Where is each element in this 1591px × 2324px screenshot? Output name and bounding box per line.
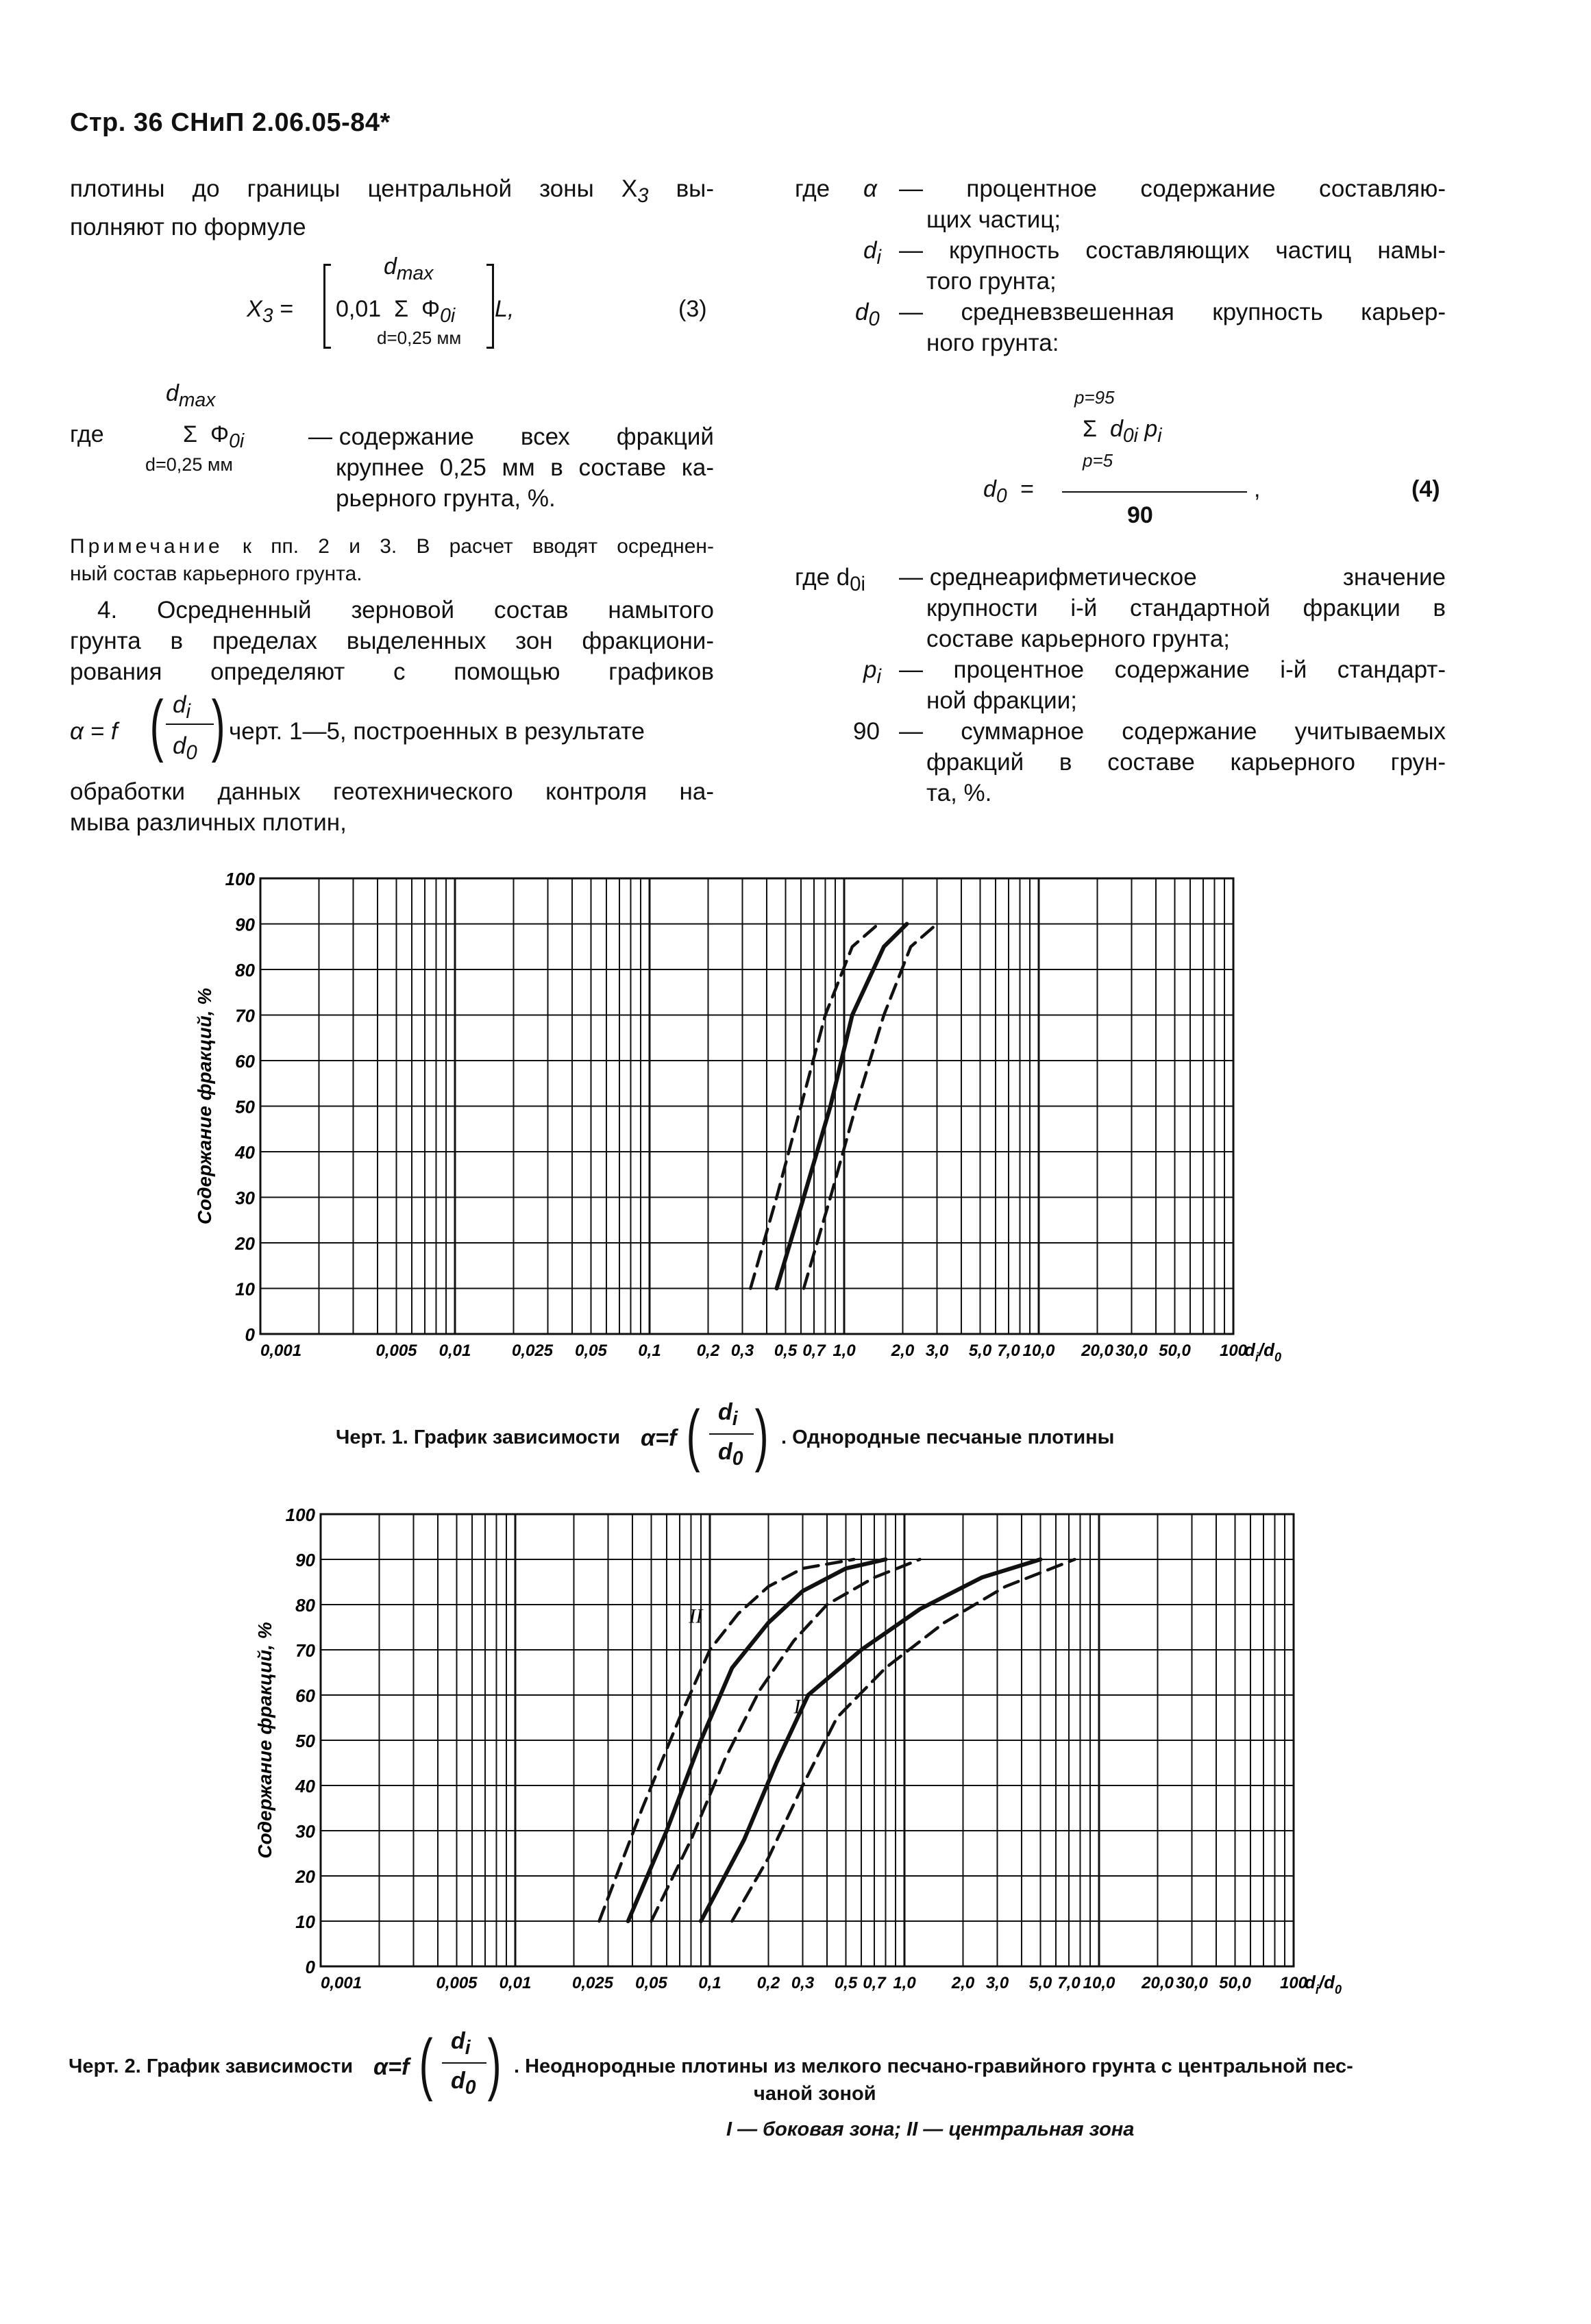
note-rest: к пп. 2 и 3. В расчет вводят осреднен- bbox=[223, 535, 714, 558]
r-d0i-l1b: значение bbox=[1342, 564, 1446, 591]
c2-cap-num-sub: i bbox=[465, 2036, 471, 2059]
x-tick-label: 0,2 bbox=[756, 1974, 780, 1992]
x-tick-label: 3,0 bbox=[985, 1974, 1009, 1992]
r-90-l2: фракций в составе карьерного грун- bbox=[926, 749, 1446, 776]
f4-p: p bbox=[1144, 416, 1158, 442]
c1-cap-a: α=f bbox=[641, 1425, 677, 1451]
c1-cap-den-sub: 0 bbox=[732, 1447, 743, 1470]
r-d0i-l3: составе карьерного грунта; bbox=[926, 626, 1231, 652]
r-d0i-l1: — среднеарифметическое bbox=[899, 564, 1197, 591]
x-tick-label: 0,7 bbox=[802, 1342, 826, 1360]
x-tick-label: 0,05 bbox=[635, 1974, 667, 1992]
p1-line1: плотины до границы центральной зоны X bbox=[70, 175, 638, 202]
x-tick-label: 5,0 bbox=[968, 1342, 992, 1360]
c1-cap-post: . Однородные песчаные плотины bbox=[781, 1426, 1115, 1448]
p1-end: вы- bbox=[648, 175, 714, 202]
c1-cap-num-sub: i bbox=[732, 1407, 738, 1430]
c2-cap-post2: чаной зоной bbox=[754, 2083, 876, 2105]
y-tick-label: 60 bbox=[235, 1051, 255, 1072]
r-a-l2: щих частиц; bbox=[926, 206, 1061, 233]
f4-number: (4) bbox=[1411, 476, 1440, 502]
c1-cap-pre: Черт. 1. График зависимости bbox=[336, 1426, 621, 1448]
x-tick-label: 5,0 bbox=[1028, 1974, 1052, 1992]
p4-num: d bbox=[173, 691, 186, 718]
f3-coef: 0,01 bbox=[336, 296, 382, 322]
r-pi-l2: ной фракции; bbox=[926, 687, 1077, 714]
x-tick-label: 50,0 bbox=[1159, 1342, 1191, 1360]
formula-3 bbox=[247, 254, 726, 356]
f3-phi-sub: 0i bbox=[440, 304, 456, 327]
x-tick-label: 10,0 bbox=[1022, 1342, 1055, 1360]
where-l3: рьерного грунта, %. bbox=[336, 485, 556, 512]
x-axis-label: $d_i/d_0$ bbox=[1305, 1972, 1342, 1997]
p4-af: α = f bbox=[70, 718, 118, 745]
f4-bottom: p=5 bbox=[1083, 450, 1113, 471]
f3-top: d bbox=[384, 254, 397, 280]
f4-den: 90 bbox=[1127, 502, 1153, 528]
x-tick-label: 7,0 bbox=[997, 1342, 1020, 1360]
note bbox=[70, 533, 714, 588]
c1-cap-num: d bbox=[718, 1399, 732, 1425]
p4-num-sub: i bbox=[186, 701, 190, 723]
r-di-sym: d bbox=[863, 237, 877, 264]
where-sum: Σ bbox=[183, 421, 198, 447]
p4-l6: мыва различных плотин, bbox=[70, 809, 347, 836]
r-a-l1: — процентное содержание составляю- bbox=[899, 175, 1446, 202]
y-tick-label: 50 bbox=[295, 1731, 315, 1751]
left-para-1 bbox=[70, 173, 714, 243]
p4-formula-line: α = f ( $d_i$ $d_0$ ) черт. 1—5, построенных в результате bbox=[70, 685, 714, 781]
x-tick-label: 0,01 bbox=[499, 1974, 532, 1992]
curve-label: I bbox=[793, 1695, 801, 1718]
x-tick-label: 1,0 bbox=[832, 1342, 856, 1360]
p4-den: d bbox=[173, 732, 186, 759]
f3-bottom: d=0,25 мм bbox=[377, 327, 462, 348]
x-tick-label: 20,0 bbox=[1142, 1974, 1174, 1992]
f4-lhs-sub: 0 bbox=[996, 484, 1007, 507]
r-pi-sub: i bbox=[876, 666, 881, 688]
where-bottom: d=0,25 мм bbox=[145, 454, 233, 475]
x-tick-label: 0,5 bbox=[834, 1974, 858, 1992]
c2-cap-a: α=f bbox=[373, 2054, 410, 2080]
c2-cap-pre: Черт. 2. График зависимости bbox=[69, 2055, 354, 2077]
y-tick-label: 80 bbox=[235, 960, 255, 980]
y-tick-label: 20 bbox=[235, 1233, 255, 1254]
f4-lhs: d bbox=[983, 476, 996, 502]
x-tick-label: 0,3 bbox=[791, 1974, 815, 1992]
where-l1a: — содержание bbox=[308, 423, 474, 450]
y-tick-label: 40 bbox=[235, 1142, 255, 1163]
r-di-l2: того грунта; bbox=[926, 268, 1057, 295]
note-label: Примечание bbox=[70, 535, 223, 558]
x-tick-label: 0,025 bbox=[511, 1342, 554, 1360]
r-a-sym: α bbox=[863, 175, 877, 202]
where-l2: крупнее 0,25 мм в составе ка- bbox=[336, 454, 714, 481]
chart-2 bbox=[254, 1504, 1377, 2025]
x-tick-label: 30,0 bbox=[1176, 1974, 1208, 1992]
f4-eq: = bbox=[1020, 476, 1034, 502]
x-tick-label: 0,005 bbox=[375, 1342, 417, 1360]
x-tick-label: 2,0 bbox=[891, 1342, 915, 1360]
f3-lhs: X bbox=[247, 296, 262, 322]
r-di-l1: — крупность составляющих частиц намы- bbox=[899, 237, 1446, 264]
r-gde2-sub: 0i bbox=[850, 573, 865, 595]
x-axis-label: $d_i/d_0$ bbox=[1244, 1339, 1282, 1364]
x-tick-label: 0,2 bbox=[696, 1342, 720, 1360]
where-top-sub: max bbox=[178, 388, 216, 411]
p1-sub: 3 bbox=[637, 185, 649, 207]
x-tick-label: 0,001 bbox=[321, 1974, 362, 1992]
p4-den-sub: 0 bbox=[186, 742, 197, 764]
x-tick-label: 0,1 bbox=[698, 1974, 722, 1992]
r-pi-l1: — процентное содержание i-й стандарт- bbox=[899, 656, 1446, 683]
y-tick-label: 30 bbox=[235, 1187, 255, 1209]
where-gde: где bbox=[70, 421, 104, 447]
y-tick-label: 70 bbox=[235, 1005, 255, 1026]
x-tick-label: 0,025 bbox=[571, 1974, 614, 1992]
grid bbox=[260, 878, 1233, 1334]
where-block bbox=[70, 380, 714, 512]
x-tick-label: 0,01 bbox=[439, 1342, 471, 1360]
c2-cap-den: d bbox=[451, 2068, 465, 2094]
r-d0i-l2: крупности i-й стандартной фракции в bbox=[926, 595, 1446, 621]
where-top: d bbox=[166, 380, 179, 406]
y-tick-label: 100 bbox=[285, 1505, 315, 1525]
p4-l3: рования определяют с помощью графиков bbox=[70, 658, 714, 685]
f3-phi: Φ bbox=[421, 296, 441, 322]
y-tick-label: 60 bbox=[295, 1685, 315, 1706]
f4-top: p=95 bbox=[1074, 387, 1115, 408]
f4-d: d bbox=[1109, 416, 1123, 442]
y-axis-label: Содержание фракций, % bbox=[194, 987, 215, 1225]
page-header: Стр. 36 СНиП 2.06.05-84* bbox=[70, 108, 391, 137]
p4-l2: грунта в пределах выделенных зон фракциони- bbox=[70, 628, 714, 654]
curve-label: II bbox=[689, 1605, 703, 1628]
r-d0-sub: 0 bbox=[868, 308, 880, 330]
p4-l4: черт. 1—5, построенных в результате bbox=[229, 718, 645, 745]
f4-p-sub: i bbox=[1157, 424, 1162, 447]
x-tick-label: 100 bbox=[1219, 1342, 1248, 1360]
x-tick-label: 100 bbox=[1279, 1974, 1308, 1992]
x-tick-label: 7,0 bbox=[1057, 1974, 1081, 1992]
x-tick-label: 0,7 bbox=[863, 1974, 886, 1992]
f4-comma: , bbox=[1254, 476, 1261, 502]
r-d0-l1: — средневзвешенная крупность карьер- bbox=[899, 299, 1446, 325]
x-tick-label: 0,001 bbox=[260, 1342, 302, 1360]
chart-1-caption: Черт. 1. График зависимости α=f ( $d_i$ $d_0$ ) . Однородные песчаные плотины bbox=[336, 1396, 1115, 1473]
y-tick-label: 70 bbox=[295, 1640, 315, 1661]
c2-cap-num: d bbox=[451, 2028, 465, 2054]
r-pi-sym: p bbox=[863, 656, 877, 683]
f3-sum: Σ bbox=[394, 296, 409, 322]
y-tick-label: 90 bbox=[235, 914, 255, 935]
x-tick-label: 3,0 bbox=[925, 1342, 949, 1360]
y-tick-label: 10 bbox=[235, 1278, 255, 1300]
r-90-l1: — суммарное содержание учитываемых bbox=[899, 718, 1446, 745]
p4-l5: обработки данных геотехнического контроля на- bbox=[70, 778, 714, 805]
y-tick-label: 0 bbox=[305, 1957, 315, 1977]
y-tick-label: 30 bbox=[295, 1821, 315, 1842]
y-tick-label: 10 bbox=[295, 1912, 315, 1932]
x-tick-label: 30,0 bbox=[1115, 1342, 1148, 1360]
x-tick-label: 10,0 bbox=[1083, 1974, 1115, 1992]
chart-1 bbox=[192, 870, 1316, 1391]
x-tick-label: 1,0 bbox=[893, 1974, 916, 1992]
x-tick-label: 0,3 bbox=[730, 1342, 754, 1360]
formula-4 bbox=[973, 387, 1453, 538]
f3-lhs-sub: 3 bbox=[262, 304, 273, 327]
grid bbox=[321, 1514, 1294, 1966]
f3-eq: = bbox=[279, 296, 293, 322]
r-gde: где bbox=[795, 175, 830, 202]
f3-tail: L, bbox=[495, 296, 515, 322]
y-tick-label: 0 bbox=[245, 1324, 255, 1345]
f3-number: (3) bbox=[678, 296, 707, 322]
where-l1c: фракций bbox=[616, 423, 714, 450]
para-4 bbox=[70, 595, 714, 687]
chart-2-caption: Черт. 2. График зависимости α=f ( $d_i$ $d_0$ ) . Неоднородные плотины из мелкого песчано-гравийного грунта с центральной пес- чаной зоной I — боковая зона; II — центральная зона bbox=[69, 2025, 1353, 2140]
where-phi: Φ bbox=[210, 421, 230, 447]
x-tick-label: 0,05 bbox=[575, 1342, 607, 1360]
r-90-l3: та, %. bbox=[926, 780, 992, 806]
x-tick-label: 0,5 bbox=[774, 1342, 798, 1360]
r-d0-sym: d bbox=[855, 299, 869, 325]
y-tick-label: 40 bbox=[295, 1776, 315, 1796]
y-tick-label: 100 bbox=[225, 870, 255, 889]
p1-line2: полняют по формуле bbox=[70, 214, 306, 240]
p4-l1: 4. Осредненный зерновой состав намытого bbox=[97, 597, 714, 623]
x-tick-label: 20,0 bbox=[1081, 1342, 1113, 1360]
y-axis-label: Содержание фракций, % bbox=[254, 1622, 275, 1859]
r-90-sym: 90 bbox=[853, 718, 880, 745]
c2-legend: I — боковая зона; II — центральная зона bbox=[726, 2118, 1135, 2140]
y-tick-label: 50 bbox=[235, 1096, 255, 1117]
f4-sum: Σ bbox=[1083, 416, 1098, 442]
y-tick-label: 20 bbox=[295, 1866, 315, 1887]
x-tick-label: 50,0 bbox=[1219, 1974, 1251, 1992]
x-tick-label: 0,1 bbox=[638, 1342, 661, 1360]
note-line2: ный состав карьерного грунта. bbox=[70, 563, 362, 585]
c2-cap-post: . Неоднородные плотины из мелкого песчано-гравийного грунта с центральной пес- bbox=[514, 2055, 1353, 2077]
y-tick-label: 80 bbox=[295, 1595, 315, 1616]
r-gde2: где d bbox=[795, 564, 850, 591]
f3-top-sub: max bbox=[396, 262, 434, 284]
c2-cap-den-sub: 0 bbox=[465, 2076, 476, 2099]
r-d0-l2: ного грунта: bbox=[926, 330, 1059, 356]
para-4-end bbox=[70, 776, 714, 838]
f4-d-sub: 0i bbox=[1122, 424, 1138, 447]
c1-cap-den: d bbox=[718, 1439, 732, 1465]
y-tick-label: 90 bbox=[295, 1550, 315, 1570]
where-phi-sub: 0i bbox=[229, 430, 245, 452]
r-di-sub: i bbox=[876, 247, 881, 269]
x-tick-label: 2,0 bbox=[951, 1974, 975, 1992]
where-l1b: всех bbox=[520, 423, 570, 450]
x-tick-label: 0,005 bbox=[436, 1974, 478, 1992]
